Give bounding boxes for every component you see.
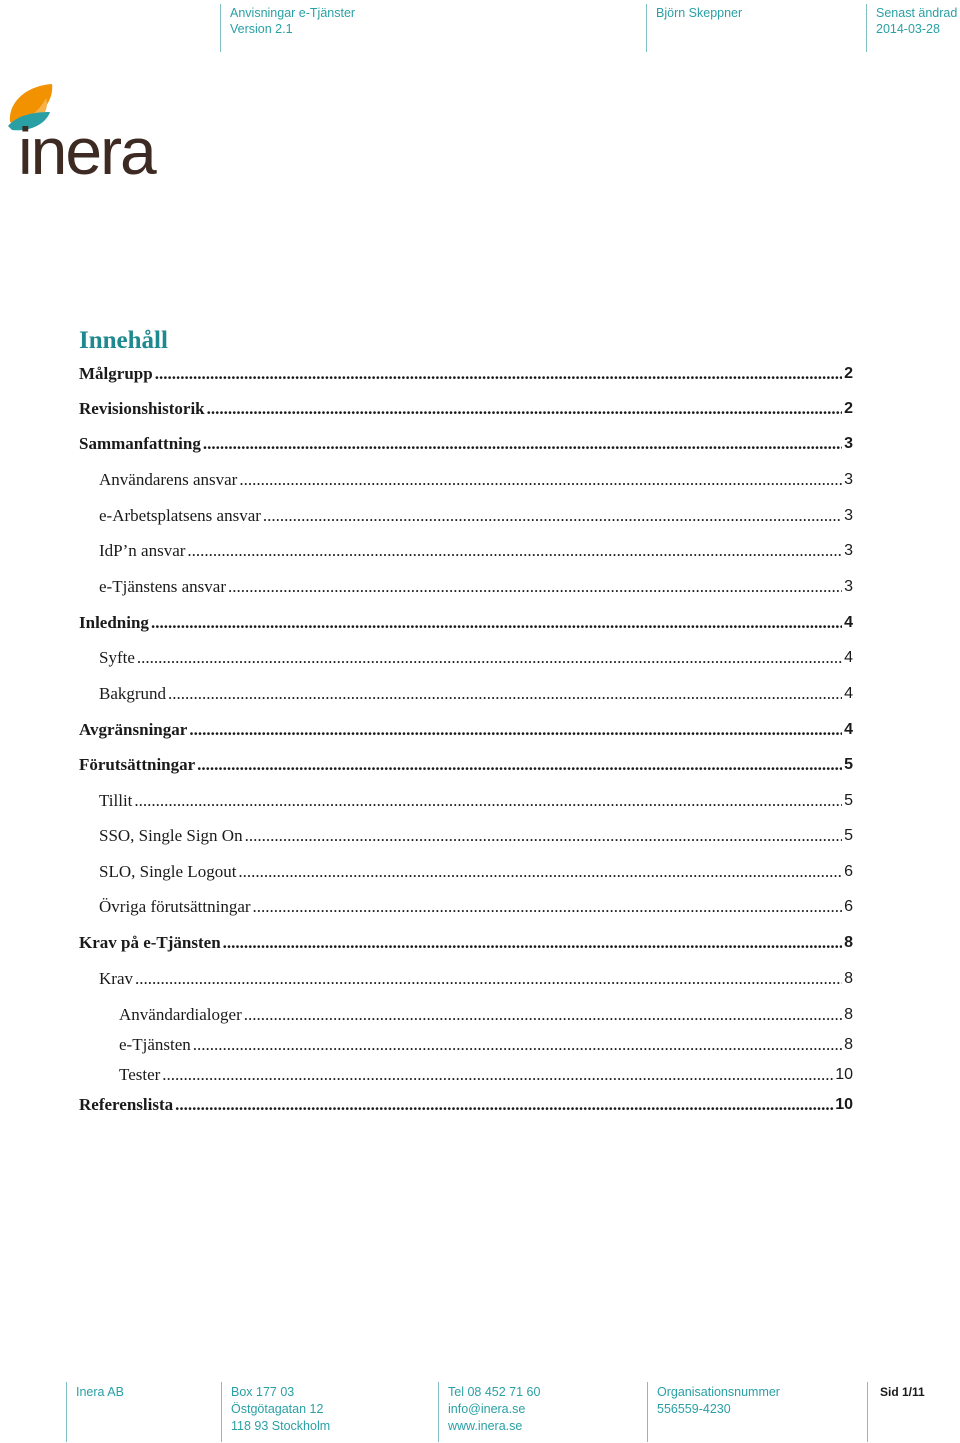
header-changed-date: 2014-03-28 — [876, 22, 940, 36]
toc-dot-leader — [189, 719, 842, 741]
toc-dot-leader — [187, 540, 842, 562]
toc-dot-leader — [193, 1034, 842, 1056]
footer-contact — [438, 1382, 643, 1442]
header-author: Björn Skeppner — [656, 6, 743, 20]
toc-entry-page: 10 — [835, 1066, 853, 1083]
toc-entry-page: 2 — [844, 400, 853, 417]
toc-dot-leader — [207, 398, 842, 420]
toc-entry-label: Sammanfattning — [79, 434, 201, 453]
toc-entry[interactable] — [119, 1034, 853, 1056]
footer-company-name: Inera AB — [76, 1385, 124, 1399]
toc-entry[interactable] — [99, 647, 853, 669]
toc-entry[interactable] — [99, 790, 853, 812]
toc-entry-page: 5 — [844, 827, 853, 844]
toc-entry[interactable] — [79, 363, 853, 385]
footer-org-number: 556559-4230 — [657, 1402, 731, 1416]
toc-dot-leader — [238, 861, 842, 883]
toc-dot-leader — [263, 505, 842, 527]
toc-dot-leader — [137, 647, 842, 669]
toc-entry-label: Avgränsningar — [79, 720, 188, 739]
toc-entry-page: 5 — [844, 792, 853, 809]
toc-entry-page: 8 — [844, 1006, 853, 1023]
toc-dot-leader — [239, 469, 842, 491]
toc-entry-page: 3 — [844, 471, 853, 488]
toc-entry-label: IdP’n ansvar — [99, 541, 186, 560]
toc-dot-leader — [223, 932, 842, 954]
toc-entry[interactable] — [99, 861, 853, 883]
logo-wordmark: inera — [18, 114, 155, 188]
footer-phone: Tel 08 452 71 60 — [448, 1385, 541, 1399]
toc-dot-leader — [197, 754, 842, 776]
toc-entry-page: 6 — [844, 863, 853, 880]
toc-entry-page: 8 — [844, 934, 853, 951]
toc-entry[interactable] — [79, 719, 853, 741]
toc-entry-label: Revisionshistorik — [79, 399, 205, 418]
toc-entry-label: Övriga förutsättningar — [99, 897, 251, 916]
toc-dot-leader — [175, 1094, 833, 1116]
toc-entry[interactable] — [79, 433, 853, 455]
toc-entry[interactable] — [99, 896, 853, 918]
toc-entry-label: Tester — [119, 1065, 161, 1084]
toc-entry[interactable] — [99, 968, 853, 990]
page-number: Sid 1/11 — [880, 1385, 925, 1399]
toc-entry-page: 8 — [844, 1036, 853, 1053]
toc-dot-leader — [134, 790, 842, 812]
toc-entry-page: 4 — [844, 649, 853, 666]
toc-dot-leader — [155, 363, 842, 385]
header-doc-title: Anvisningar e-Tjänster — [230, 6, 356, 20]
toc-entry-label: SLO, Single Logout — [99, 862, 237, 881]
toc-entry-label: Förutsättningar — [79, 755, 196, 774]
toc-entry-label: Tillit — [99, 791, 133, 810]
toc-entry-label: e-Arbetsplatsens ansvar — [99, 506, 261, 525]
toc-entry[interactable] — [99, 683, 853, 705]
toc-entry[interactable] — [119, 1004, 853, 1026]
footer-organisation — [647, 1382, 866, 1442]
header-author-info — [646, 4, 857, 52]
toc-dot-leader — [245, 825, 843, 847]
toc-dot-leader — [244, 1004, 842, 1026]
toc-dot-leader — [228, 576, 842, 598]
footer-page-number — [867, 1382, 960, 1442]
toc-entry[interactable] — [99, 469, 853, 491]
toc-dot-leader — [151, 612, 842, 634]
toc-entry-label: Bakgrund — [99, 684, 167, 703]
footer-website: www.inera.se — [448, 1419, 523, 1433]
toc-entry-page: 5 — [844, 756, 853, 773]
toc-entry-label: SSO, Single Sign On — [99, 826, 243, 845]
toc-entry-page: 10 — [835, 1096, 853, 1113]
toc-entry-page: 4 — [844, 685, 853, 702]
toc-entry-label: Krav på e-Tjänsten — [79, 933, 221, 952]
toc-title: Innehåll — [79, 327, 168, 354]
toc-entry-page: 8 — [844, 970, 853, 987]
toc-entry-label: Krav — [99, 969, 133, 988]
footer-address-line: Box 177 03 — [231, 1385, 295, 1399]
toc-entry[interactable] — [99, 505, 853, 527]
toc-entry-label: Inledning — [79, 613, 149, 632]
footer-company — [66, 1382, 217, 1442]
toc-dot-leader — [203, 433, 842, 455]
footer-address-line: Östgötagatan 12 — [231, 1402, 324, 1416]
toc-entry[interactable] — [79, 612, 853, 634]
footer-org-label: Organisationsnummer — [657, 1385, 780, 1399]
toc-dot-leader — [253, 896, 843, 918]
footer-address — [221, 1382, 438, 1442]
toc-entry-label: e-Tjänsten — [119, 1035, 191, 1054]
toc-entry[interactable] — [99, 825, 853, 847]
toc-entry-page: 2 — [844, 365, 853, 382]
toc-entry[interactable] — [79, 754, 853, 776]
toc-entry-page: 3 — [844, 435, 853, 452]
toc-dot-leader — [162, 1064, 833, 1086]
header-date-info — [866, 4, 960, 52]
toc-dot-leader — [168, 683, 842, 705]
toc-entry-page: 4 — [844, 721, 853, 738]
toc-entry[interactable] — [79, 932, 853, 954]
toc-dot-leader — [135, 968, 842, 990]
toc-entry-page: 3 — [844, 542, 853, 559]
toc-entry-label: Målgrupp — [79, 364, 153, 383]
toc-entry-label: Användardialoger — [119, 1005, 242, 1024]
toc-entry-page: 3 — [844, 507, 853, 524]
toc-entry-page: 3 — [844, 578, 853, 595]
footer-address-line: 118 93 Stockholm — [231, 1419, 331, 1433]
toc-entry[interactable] — [79, 1094, 853, 1116]
footer-email: info@inera.se — [448, 1402, 526, 1416]
toc-entry[interactable] — [99, 576, 853, 598]
header-document-info — [220, 4, 641, 52]
header-changed-label: Senast ändrad — [876, 6, 958, 20]
toc-entry[interactable] — [99, 540, 853, 562]
toc-entry-label: Användarens ansvar — [99, 470, 238, 489]
toc-entry-page: 6 — [844, 898, 853, 915]
toc-entry[interactable] — [119, 1064, 853, 1086]
toc-entry-page: 4 — [844, 614, 853, 631]
toc-entry-label: Referenslista — [79, 1095, 174, 1114]
header-version: Version 2.1 — [230, 22, 293, 36]
toc-entry-label: Syfte — [99, 648, 135, 667]
toc-entry-label: e-Tjänstens ansvar — [99, 577, 226, 596]
toc-entry[interactable] — [79, 398, 853, 420]
